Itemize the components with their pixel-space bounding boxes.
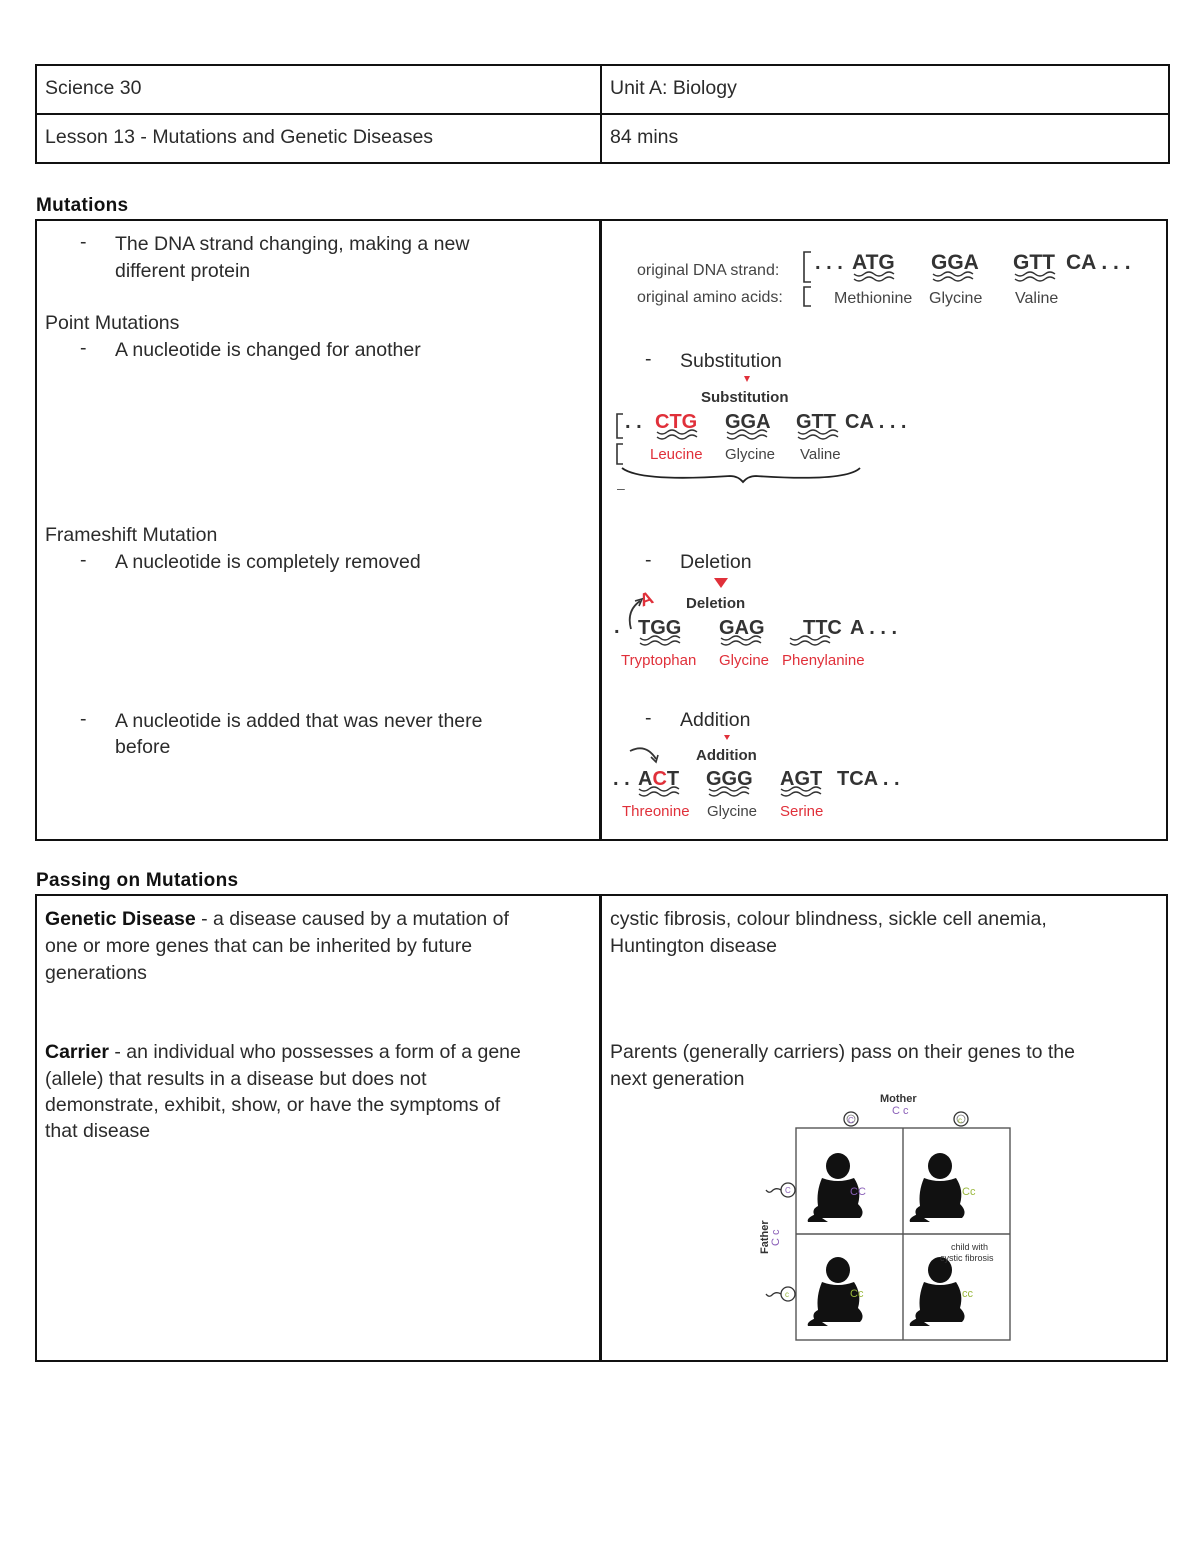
amino-3: Valine: [1015, 290, 1059, 307]
punnett-square-diagram: [752, 1088, 1022, 1346]
mutation-definition: The DNA strand changing, making a new: [115, 233, 470, 255]
amino-3: Valine: [800, 446, 841, 463]
bullet-dash: -: [80, 337, 87, 359]
substitution-bullet: Substitution: [680, 350, 782, 372]
lesson-cell: [36, 114, 601, 163]
lesson-duration: 84 mins: [610, 126, 679, 148]
deletion-desc: A nucleotide is completely removed: [115, 551, 421, 573]
child-note-cont: cystic fibrosis: [940, 1253, 994, 1263]
codon-1-c: T: [666, 768, 680, 790]
course-name: Science 30: [45, 77, 142, 99]
genetic-disease-text-3: generations: [45, 962, 147, 984]
bullet-dash: -: [80, 231, 87, 253]
addition-bullet: Addition: [680, 709, 751, 731]
header-table: [35, 64, 1170, 164]
father-genotype: C c: [770, 1229, 782, 1246]
cell-genotype-cc-het-1: Cc: [962, 1186, 976, 1198]
amino-2: Glycine: [707, 803, 758, 820]
baby-silhouette-icon: [910, 1153, 965, 1222]
bracket-icon: [617, 414, 623, 438]
egg-allele-recessive: c: [958, 1116, 962, 1125]
original-amino-label: original amino acids:: [637, 289, 783, 306]
disease-examples-cont: Huntington disease: [610, 935, 777, 957]
codon-2: GAG: [719, 617, 765, 639]
passing-heading: Passing on Mutations: [36, 870, 239, 891]
pointer-icon: [714, 578, 728, 588]
codon-3: GTT: [796, 411, 836, 433]
codon-1-inserted: C: [652, 768, 667, 790]
amino-1: Leucine: [650, 446, 703, 463]
mother-genotype: C c: [892, 1105, 909, 1117]
mutations-heading: Mutations: [36, 195, 129, 216]
baby-silhouette-icon: [910, 1257, 965, 1326]
pointer-icon: [724, 735, 730, 740]
strand-tail: CA . . .: [1066, 251, 1131, 274]
amino-3: Phenylanine: [782, 652, 865, 669]
codon-3: AGT: [780, 768, 823, 790]
duration-cell: [601, 114, 1169, 163]
amino-1: Methionine: [834, 290, 913, 307]
course-cell: [36, 65, 601, 114]
strand-tail: A . . .: [850, 617, 898, 639]
deletion-bullet: Deletion: [680, 551, 752, 573]
codon-1-a: A: [638, 768, 653, 790]
father-label: Father: [759, 1220, 771, 1254]
dots-before: . .: [625, 411, 642, 433]
amino-2: Glycine: [725, 446, 776, 463]
genetic-disease-definition: [45, 906, 509, 933]
codon-2: GGG: [706, 768, 753, 790]
lesson-title: Lesson 13 - Mutations and Genetic Diseases: [45, 126, 434, 148]
carrier-term: Carrier: [45, 1041, 109, 1063]
bracket-icon: [617, 444, 623, 464]
parents-text-cont: next generation: [610, 1068, 745, 1090]
codon-3: GTT: [1013, 251, 1055, 274]
genetic-disease-text: - a disease caused by a mutation of: [195, 908, 509, 930]
unit-cell: [601, 65, 1169, 114]
bullet-dash: -: [645, 549, 652, 571]
cell-genotype-cc-recessive: cc: [962, 1288, 973, 1300]
carrier-text-4: that disease: [45, 1120, 151, 1142]
addition-desc: A nucleotide is added that was never there: [115, 710, 483, 732]
sperm-allele-dominant: C: [785, 1186, 791, 1195]
parents-text: Parents (generally carriers) pass on their genes to the: [610, 1041, 1075, 1063]
codon-1: TGG: [638, 617, 682, 639]
point-mutations-heading: Point Mutations: [45, 312, 180, 334]
point-mutation-desc: A nucleotide is changed for another: [115, 339, 421, 361]
bullet-dash: -: [645, 348, 652, 370]
cell-genotype-cc-dominant: CC: [850, 1186, 866, 1198]
child-note: child with: [951, 1242, 989, 1252]
sperm-icon: [766, 1287, 795, 1301]
unit-name: Unit A: Biology: [610, 77, 737, 99]
amino-2: Glycine: [929, 290, 983, 307]
original-strand-diagram: [605, 238, 1165, 318]
strand-tail: CA . . .: [845, 411, 907, 433]
dots-before: . . .: [815, 252, 843, 274]
carrier-text: - an individual who possesses a form of a gene: [108, 1041, 521, 1063]
sperm-allele-recessive: c: [785, 1290, 789, 1299]
original-dna-label: original DNA strand:: [637, 262, 780, 279]
egg-allele-dominant: C: [848, 1116, 854, 1125]
bullet-dash: -: [80, 708, 87, 730]
mother-label: Mother: [880, 1093, 917, 1105]
amino-2: Glycine: [719, 652, 770, 669]
codon-1: CTG: [655, 411, 698, 433]
addition-label: Addition: [696, 747, 757, 764]
genetic-disease-term: Genetic Disease: [45, 908, 196, 930]
genetic-disease-text-2: one or more genes that can be inherited by future: [45, 935, 473, 957]
passing-divider: [599, 894, 602, 1362]
pointer-icon: [744, 376, 750, 382]
addition-desc-cont: before: [115, 736, 171, 758]
codon-2: GGA: [725, 411, 771, 433]
codon-3: TTC: [803, 617, 842, 639]
removed-nucleotide: A: [636, 587, 656, 611]
dots-before: .: [614, 616, 620, 638]
amino-1: Tryptophan: [621, 652, 697, 669]
substitution-diagram: [610, 372, 930, 497]
carrier-text-3: demonstrate, exhibit, show, or have the symptoms of: [45, 1094, 501, 1116]
curly-brace-icon: [622, 468, 860, 482]
cell-genotype-cc-het-2: Cc: [850, 1288, 864, 1300]
dots-before: . .: [613, 768, 630, 790]
strand-tail: TCA . .: [837, 768, 900, 790]
bullet-dash: -: [80, 549, 87, 571]
disease-examples: cystic fibrosis, colour blindness, sickle cell anemia,: [610, 908, 1047, 930]
codon-1: ATG: [852, 251, 895, 274]
stray-dash: –: [617, 480, 625, 496]
amino-3: Serine: [780, 803, 824, 820]
addition-diagram: [610, 731, 930, 831]
mutation-definition-cont: different protein: [115, 260, 251, 282]
carrier-text-2: (allele) that results in a disease but does not: [45, 1068, 427, 1090]
mutations-divider: [599, 219, 602, 841]
codon-2: GGA: [931, 251, 979, 274]
deletion-label: Deletion: [686, 595, 746, 612]
bracket-icon: [804, 252, 811, 282]
substitution-label: Substitution: [701, 389, 789, 406]
carrier-definition: [45, 1039, 521, 1066]
bullet-dash: -: [645, 707, 652, 729]
bracket-icon: [804, 287, 811, 306]
amino-1: Threonine: [622, 803, 690, 820]
deletion-diagram: [610, 573, 930, 678]
frameshift-heading: Frameshift Mutation: [45, 524, 218, 546]
